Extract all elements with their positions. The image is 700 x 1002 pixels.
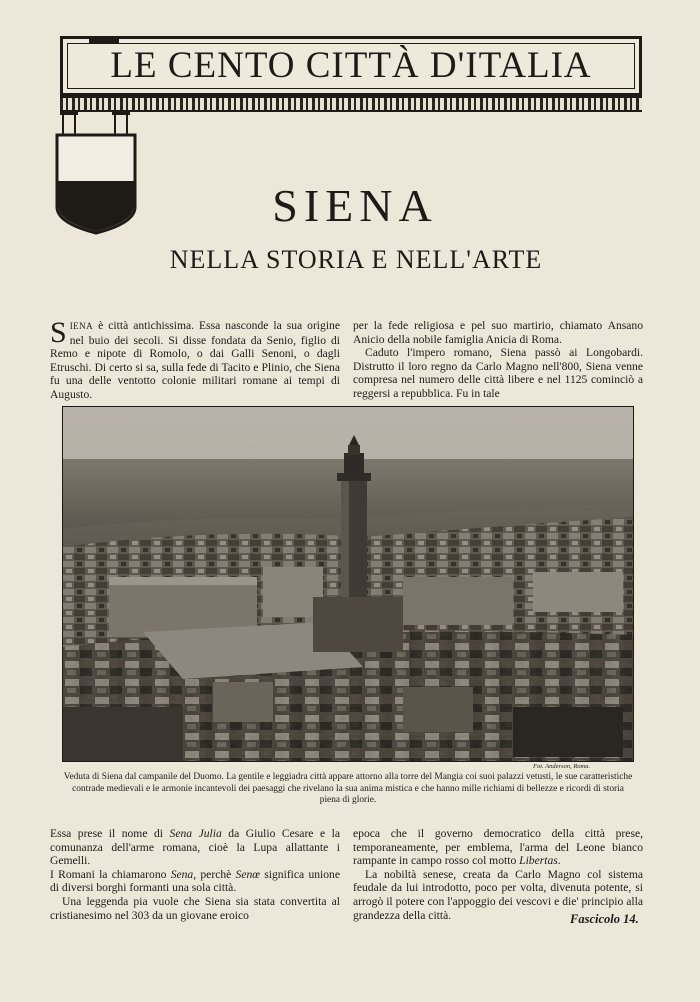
photo-image <box>63 407 634 762</box>
lower-column-right <box>353 827 643 922</box>
ornamental-border <box>60 96 642 112</box>
paragraph: Essa prese il nome di Sena Julia da Giulio Cesare e la comunanza dell'arme romana, cioè la Lupa allattante i Gemelli. <box>50 827 340 868</box>
paragraph: Una leggenda pia vuole che Siena sia stata convertita al cristianesimo nel 303 da un giovane eroico <box>50 894 340 922</box>
fascicolo-number: Fascicolo 14. <box>570 912 639 926</box>
siena-panorama-photo <box>62 406 634 762</box>
paragraph: I Romani la chiamarono Sena, perchè Senœ significa unione di diversi borghi formanti una sola città. <box>50 867 340 895</box>
photo-credit: Fot. Anderson, Roma. <box>533 763 591 770</box>
paragraph: epoca che il governo democratico della città prese, temporaneamente, per emblema, l'arma del Leone bianco rampante in campo rosso col motto Libertas. <box>353 827 643 868</box>
intro-column-left <box>50 316 340 402</box>
intro-paragraph: SIENA è città antichissima. Essa nasconde la sua origine nel buio dei secoli. Si disse fondata da Senio, figlio di Remo e nipote di Romolo, o dai Galli Senoni, o dagli Etruschi. Di certo si sa, sulla fede di Tacito e Plinio, che Siena fu una delle ventotto colonie militari romane ai tempi di Augusto. <box>50 316 340 401</box>
paragraph: La nobiltà senese, creata da Carlo Magno col sistema feudale da lui introdotto, poco per volta, divenuta potente, si arrogò il potere con l'appoggio dei vescovi e die' principio alla grandezza della città. <box>353 867 643 922</box>
shield-columns <box>60 112 136 134</box>
masthead-title: LE CENTO CITTÀ D'ITALIA <box>110 45 592 86</box>
masthead-tab-ornament <box>89 37 119 43</box>
paragraph: Caduto l'impero romano, Siena passò ai Longobardi. Distrutto il loro regno da Carlo Magno nell'800, Siena venne compresa nel numero delle città libere e nel 1125 cominciò a reggersi a repubblica. Fu in tale <box>353 346 643 400</box>
intro-column-right <box>353 319 643 401</box>
paragraph: per la fede religiosa e pel suo martirio, chiamato Ansano Anicio della nobile famiglia Anicia di Roma. <box>353 319 643 346</box>
photo-caption: Veduta di Siena dal campanile del Duomo. La gentile e leggiadra città appare attorno alla torre del Mangia coi suoi palazzi vetusti, le sue caratteristiche contrade medievali e le armonie incantevoli dei paesaggi che rivelano la sua anima mistica e che hanno mille richiami di bellezze e ricordi di storia piena di glorie. <box>63 772 633 806</box>
lower-column-left <box>50 827 340 922</box>
article-title: SIENA <box>272 180 438 231</box>
masthead <box>60 36 642 112</box>
drop-cap: S <box>50 316 67 349</box>
article-subtitle: NELLA STORIA E NELL'ARTE <box>169 245 543 274</box>
